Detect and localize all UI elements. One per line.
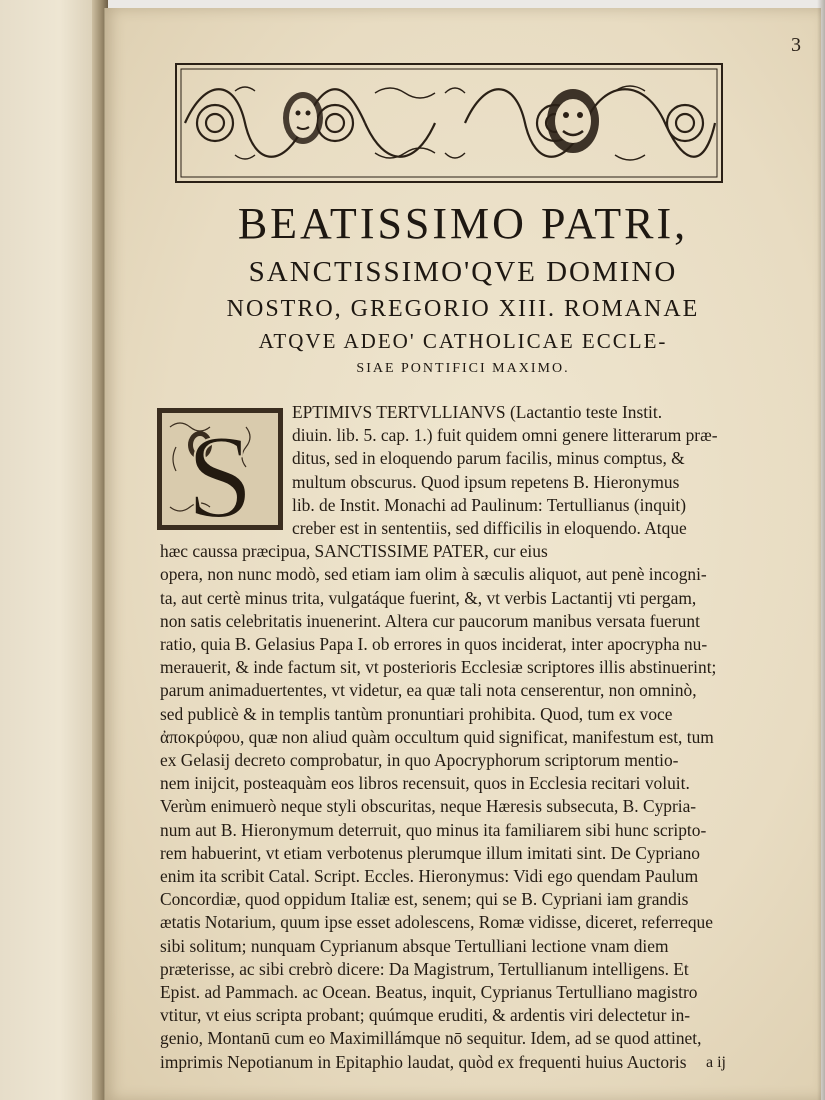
- title-line-4: ATQVE ADEO' CATHOLICAE ECCLE-: [258, 329, 668, 353]
- body-line: Concordiæ, quod oppidum Italiæ est, senem; qui se B. Cypriani iam grandis: [160, 889, 689, 910]
- body-line: EPTIMIVS TERTVLLIANVS (Lactantio teste Instit.: [292, 402, 663, 422]
- body-line: Verùm enimuerò neque styli obscuritas, neque Hæresis subsecuta, B. Cypria-: [160, 796, 697, 817]
- page-number: 3: [791, 34, 801, 56]
- body-text: [160, 401, 785, 1074]
- body-line: sed publicè & in templis tantùm pronuntiari prohibita. Quod, tum ex voce: [160, 703, 673, 724]
- page-edge-shadow: [817, 0, 825, 1100]
- body-line: non satis celebritatis inuenerint. Altera cur paucorum manibus versata fuerunt: [160, 610, 700, 631]
- title-line-2: SANCTISSIMO'QVE DOMINO: [248, 256, 678, 288]
- body-line: parum animaduertentes, vt videtur, ea quæ tali nota censerentur, non omninò,: [160, 680, 697, 701]
- body-line: multum obscurus. Quod ipsum repetens B. Hieronymus: [292, 471, 680, 492]
- body-line: nem inijcit, posteaquàm eos libros recensuit, quos in Ecclesia recitari voluit.: [160, 773, 690, 794]
- signature-mark: a ij: [706, 1054, 726, 1071]
- title-line-1: BEATISSIMO PATRI,: [237, 199, 689, 248]
- body-line: num aut B. Hieronymum deterruit, quo minus ita familiarem sibi hunc scripto-: [160, 819, 707, 840]
- body-line: rem habuerint, vt etiam verbotenus plerumque illum imitati sint. De Cypriano: [160, 842, 700, 863]
- body-line: ta, aut certè minus trita, vulgatáque fuerint, &, vt verbis Lactantij vti pergam,: [160, 587, 697, 608]
- body-line: ἀποκρύφου, quæ non aliud quàm occultum quid significat, manifestum est, tum: [160, 726, 714, 747]
- decorated-initial-s: [156, 407, 284, 531]
- body-line: ex Gelasij decreto comprobatur, in quo Apocryphorum scriptorum mentio-: [160, 750, 679, 771]
- book-page: [104, 8, 821, 1100]
- body-line: lib. de Instit. Monachi ad Paulinum: Tertullianus (inquit): [292, 494, 687, 515]
- body-line: opera, non nunc modò, sed etiam iam olim à sæculis aliquot, aut penè incogni-: [160, 564, 707, 585]
- body-line: præterisse, ac sibi crebrò dicere: Da Magistrum, Tertullianum intelligens. Et: [160, 958, 689, 979]
- body-line: sibi solitum; nunquam Cyprianum absque Tertulliani lectione vnam diem: [160, 935, 669, 956]
- body-line: hæc caussa præcipua, SANCTISSIME PATER, cur eius: [160, 541, 548, 562]
- body-line: ætatis Notarium, quum ipse esset adolescens, Romæ vidisse, diceret, referreque: [160, 912, 713, 933]
- body-line: imprimis Nepotianum in Epitaphio laudat, quòd ex frequenti huius Auctoris: [160, 1051, 687, 1072]
- body-line: enim ita scribit Catal. Script. Eccles. Hieronymus: Vidi ego quendam Paulum: [160, 866, 699, 887]
- body-line: Epist. ad Pammach. ac Ocean. Beatus, inquit, Cyprianus Tertulliano magistro: [160, 982, 698, 1003]
- body-line: merauerit, & inde factum sit, vt posterioris Ecclesiæ scriptores illis abstinuerint;: [160, 657, 717, 678]
- body-line: ratio, quia B. Gelasius Papa I. ob errores in quos inciderat, inter apocrypha nu-: [160, 634, 708, 655]
- body-line: creber est in sententiis, sed difficilis in eloquendo. Atque: [292, 518, 687, 539]
- body-line: genio, Montanū cum eo Maximillámque nō sequitur. Idem, ad se quod attinet,: [160, 1028, 702, 1049]
- svg-text:S: S: [186, 410, 254, 531]
- ornamental-headpiece: [175, 63, 723, 183]
- title-line-3: NOSTRO, GREGORIO XIII. ROMANAE: [226, 296, 700, 322]
- title-line-5: SIAE PONTIFICI MAXIMO.: [356, 361, 570, 376]
- body-line: diuin. lib. 5. cap. 1.) fuit quidem omni genere litterarum præ-: [292, 425, 718, 446]
- body-line: vtitur, vt eius scripta probant; quúmque eruditi, & ardentis viri delectetur in-: [160, 1005, 691, 1026]
- body-line: ditus, sed in eloquendo parum facilis, minus comptus, &: [292, 448, 685, 469]
